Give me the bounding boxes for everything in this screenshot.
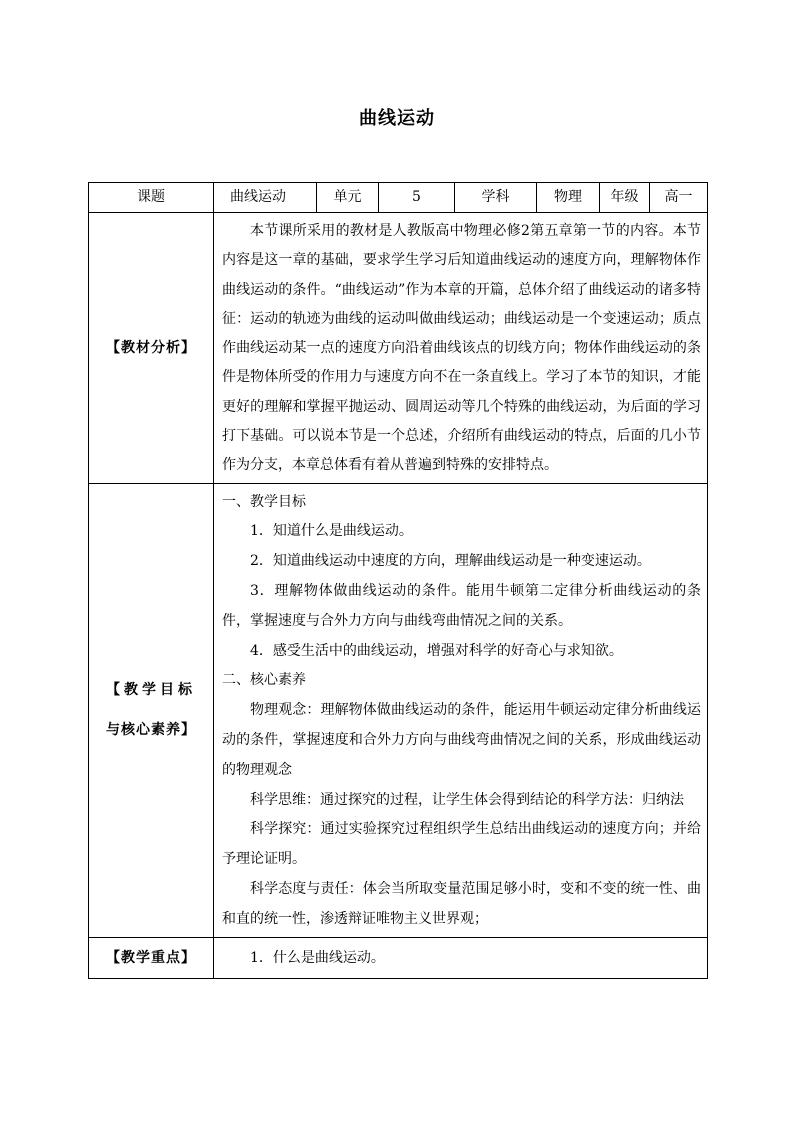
course-label: 课题 (89, 183, 214, 213)
unit-label: 单元 (317, 183, 379, 213)
grade-label: 年级 (600, 183, 650, 213)
key-point-item: 1．什么是曲线运动。 (250, 949, 385, 966)
key-points-content (214, 937, 708, 978)
objective-item: 4．感受生活中的曲线运动，增强对科学的好奇心与求知欲。 (250, 642, 623, 659)
objectives-label-line1: 【教学目标 (106, 682, 196, 699)
key-points-label (89, 937, 214, 978)
objectives-label-line2: 与核心素养】 (106, 722, 196, 739)
analysis-content (214, 213, 708, 484)
literacy-item: 科学思维：通过探究的过程，让学生体会得到结论的科学方法：归纳法 (250, 791, 684, 808)
literacy-item: 科学探究：通过实验探究过程组织学生总结出曲线运动的速度方向；并给予理论证明。 (222, 821, 701, 868)
grade-value: 高一 (650, 183, 708, 213)
page-title: 曲线运动 (359, 108, 435, 129)
course-value: 曲线运动 (214, 183, 317, 213)
objectives-heading: 一、教学目标 (222, 493, 306, 510)
objectives-label (89, 483, 214, 937)
objective-item: 3．理解物体做曲线运动的条件。能用牛顿第二定律分析曲线运动的条件，掌握速度与合外力方向与曲线弯曲情况之间的关系。 (222, 583, 701, 629)
literacy-item: 科学态度与责任：体会当所取变量范围足够小时，变和不变的统一性、曲和直的统一性，渗透辩证唯物主义世界观； (222, 881, 701, 927)
key-points-label-text: 【教学重点】 (106, 949, 196, 966)
subject-label: 学科 (455, 183, 537, 213)
analysis-label-text: 【教材分析】 (106, 339, 196, 356)
objective-item: 2．知道曲线运动中速度的方向，理解曲线运动是一种变速运动。 (250, 553, 651, 570)
objectives-row (89, 483, 708, 937)
objectives-content (214, 483, 708, 937)
analysis-row (89, 213, 708, 484)
key-points-row (89, 937, 708, 978)
analysis-label (89, 213, 214, 484)
lesson-plan-table (88, 182, 708, 979)
literacy-item: 物理观念：理解物体做曲线运动的条件，能运用牛顿运动定律分析曲线运动的条件，掌握速度和合外力方向与曲线弯曲情况之间的关系，形成曲线运动的物理观念 (222, 702, 701, 778)
literacy-heading: 二、核心素养 (222, 672, 306, 689)
analysis-text: 本节课所采用的教材是人教版高中物理必修2第五章第一节的内容。本节内容是这一章的基础，要求学生学习后知道曲线运动的速度方向，理解物体作曲线运动的条件。“曲线运动”作为本章的开篇，总体介绍了曲线运动的诸多特征：运动的轨迹为曲线的运动叫做曲线运动；曲线运动是一个变速运动；质点作曲线运动某一点的速度方向沿着曲线该点的切线方向；物体作曲线运动的条件是物体所受的作用力与速度方向不在一条直线上。学习了本节的知识，才能更好的理解和掌握平抛运动、圆周运动等几个特殊的曲线运动，为后面的学习打下基础。可以说本节是一个总述，介绍所有曲线运动的特点，后面的几小节作为分支，本章总体看有着从普遍到特殊的安排特点。 (222, 223, 701, 474)
subject-value: 物理 (537, 183, 600, 213)
unit-value: 5 (379, 183, 455, 213)
header-row (89, 183, 708, 213)
objective-item: 1．知道什么是曲线运动。 (250, 523, 413, 540)
